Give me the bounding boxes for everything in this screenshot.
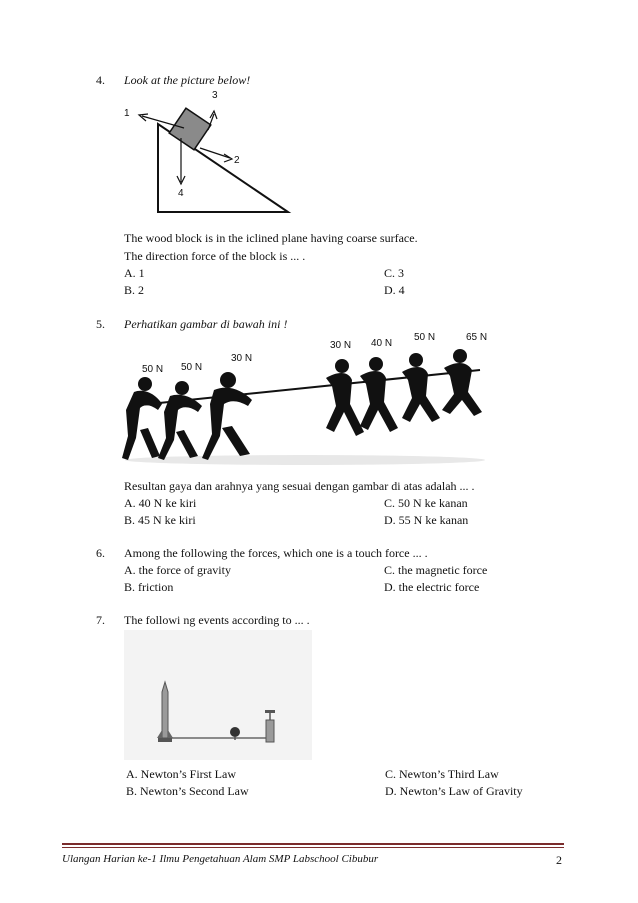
figure4-label-3: 3 — [212, 90, 218, 101]
rocket-pump-image — [124, 630, 312, 760]
footer-rule-bottom — [62, 847, 564, 848]
question-6-option-c: C. the magnetic force — [384, 563, 488, 577]
question-6-number: 6. — [96, 546, 105, 560]
question-6-option-a: A. the force of gravity — [124, 563, 231, 577]
footer-rule-top — [62, 843, 564, 845]
question-4-line-1: The wood block is in the iclined plane having coarse surface. — [124, 231, 418, 245]
question-5-option-a: A. 40 N ke kiri — [124, 496, 197, 510]
figure4-label-2: 2 — [234, 155, 240, 166]
tug-label-right-2: 40 N — [371, 338, 393, 349]
tug-label-right-1: 30 N — [330, 340, 352, 351]
question-7-option-b: B. Newton’s Second Law — [126, 784, 249, 798]
question-4-option-b: B. 2 — [124, 283, 145, 297]
tug-of-war-image — [120, 348, 490, 468]
question-5-line-1: Resultan gaya dan arahnya yang sesuai dengan gambar di atas adalah ... . — [124, 479, 475, 493]
question-4-number: 4. — [96, 73, 105, 87]
question-4-line-2: The direction force of the block is ... . — [124, 249, 306, 263]
footer-title: Ulangan Harian ke-1 Ilmu Pengetahuan Alam SMP Labschool Cibubur — [62, 853, 379, 865]
question-7-option-a: A. Newton’s First Law — [126, 767, 236, 781]
page-number: 2 — [556, 853, 562, 867]
question-7-prompt: The followi ng events according to ... . — [124, 613, 310, 627]
inclined-plane-figure — [120, 88, 300, 220]
question-7-option-c: C. Newton’s Third Law — [385, 767, 499, 781]
question-5-option-c: C. 50 N ke kanan — [384, 496, 468, 510]
question-6-prompt: Among the following the forces, which one is a touch force ... . — [124, 546, 428, 560]
question-4-option-d: D. 4 — [384, 283, 405, 297]
question-4-option-a: A. 1 — [124, 266, 145, 280]
question-5-prompt: Perhatikan gambar di bawah ini ! — [124, 317, 288, 331]
tug-label-right-4: 65 N — [466, 332, 488, 343]
question-7-option-d: D. Newton’s Law of Gravity — [385, 784, 523, 798]
tug-label-right-3: 50 N — [414, 332, 436, 343]
tug-label-left-1: 50 N — [142, 364, 164, 375]
tug-label-left-2: 50 N — [181, 362, 203, 373]
question-6-option-d: D. the electric force — [384, 580, 480, 594]
tug-label-left-3: 30 N — [231, 353, 253, 364]
figure4-label-1: 1 — [124, 108, 130, 119]
question-5-number: 5. — [96, 317, 105, 331]
figure4-label-4: 4 — [178, 188, 184, 199]
question-5-option-d: D. 55 N ke kanan — [384, 513, 469, 527]
question-4-option-c: C. 3 — [384, 266, 405, 280]
question-4-prompt: Look at the picture below! — [124, 73, 251, 87]
question-7-number: 7. — [96, 613, 105, 627]
question-5-option-b: B. 45 N ke kiri — [124, 513, 196, 527]
question-6-option-b: B. friction — [124, 580, 174, 594]
